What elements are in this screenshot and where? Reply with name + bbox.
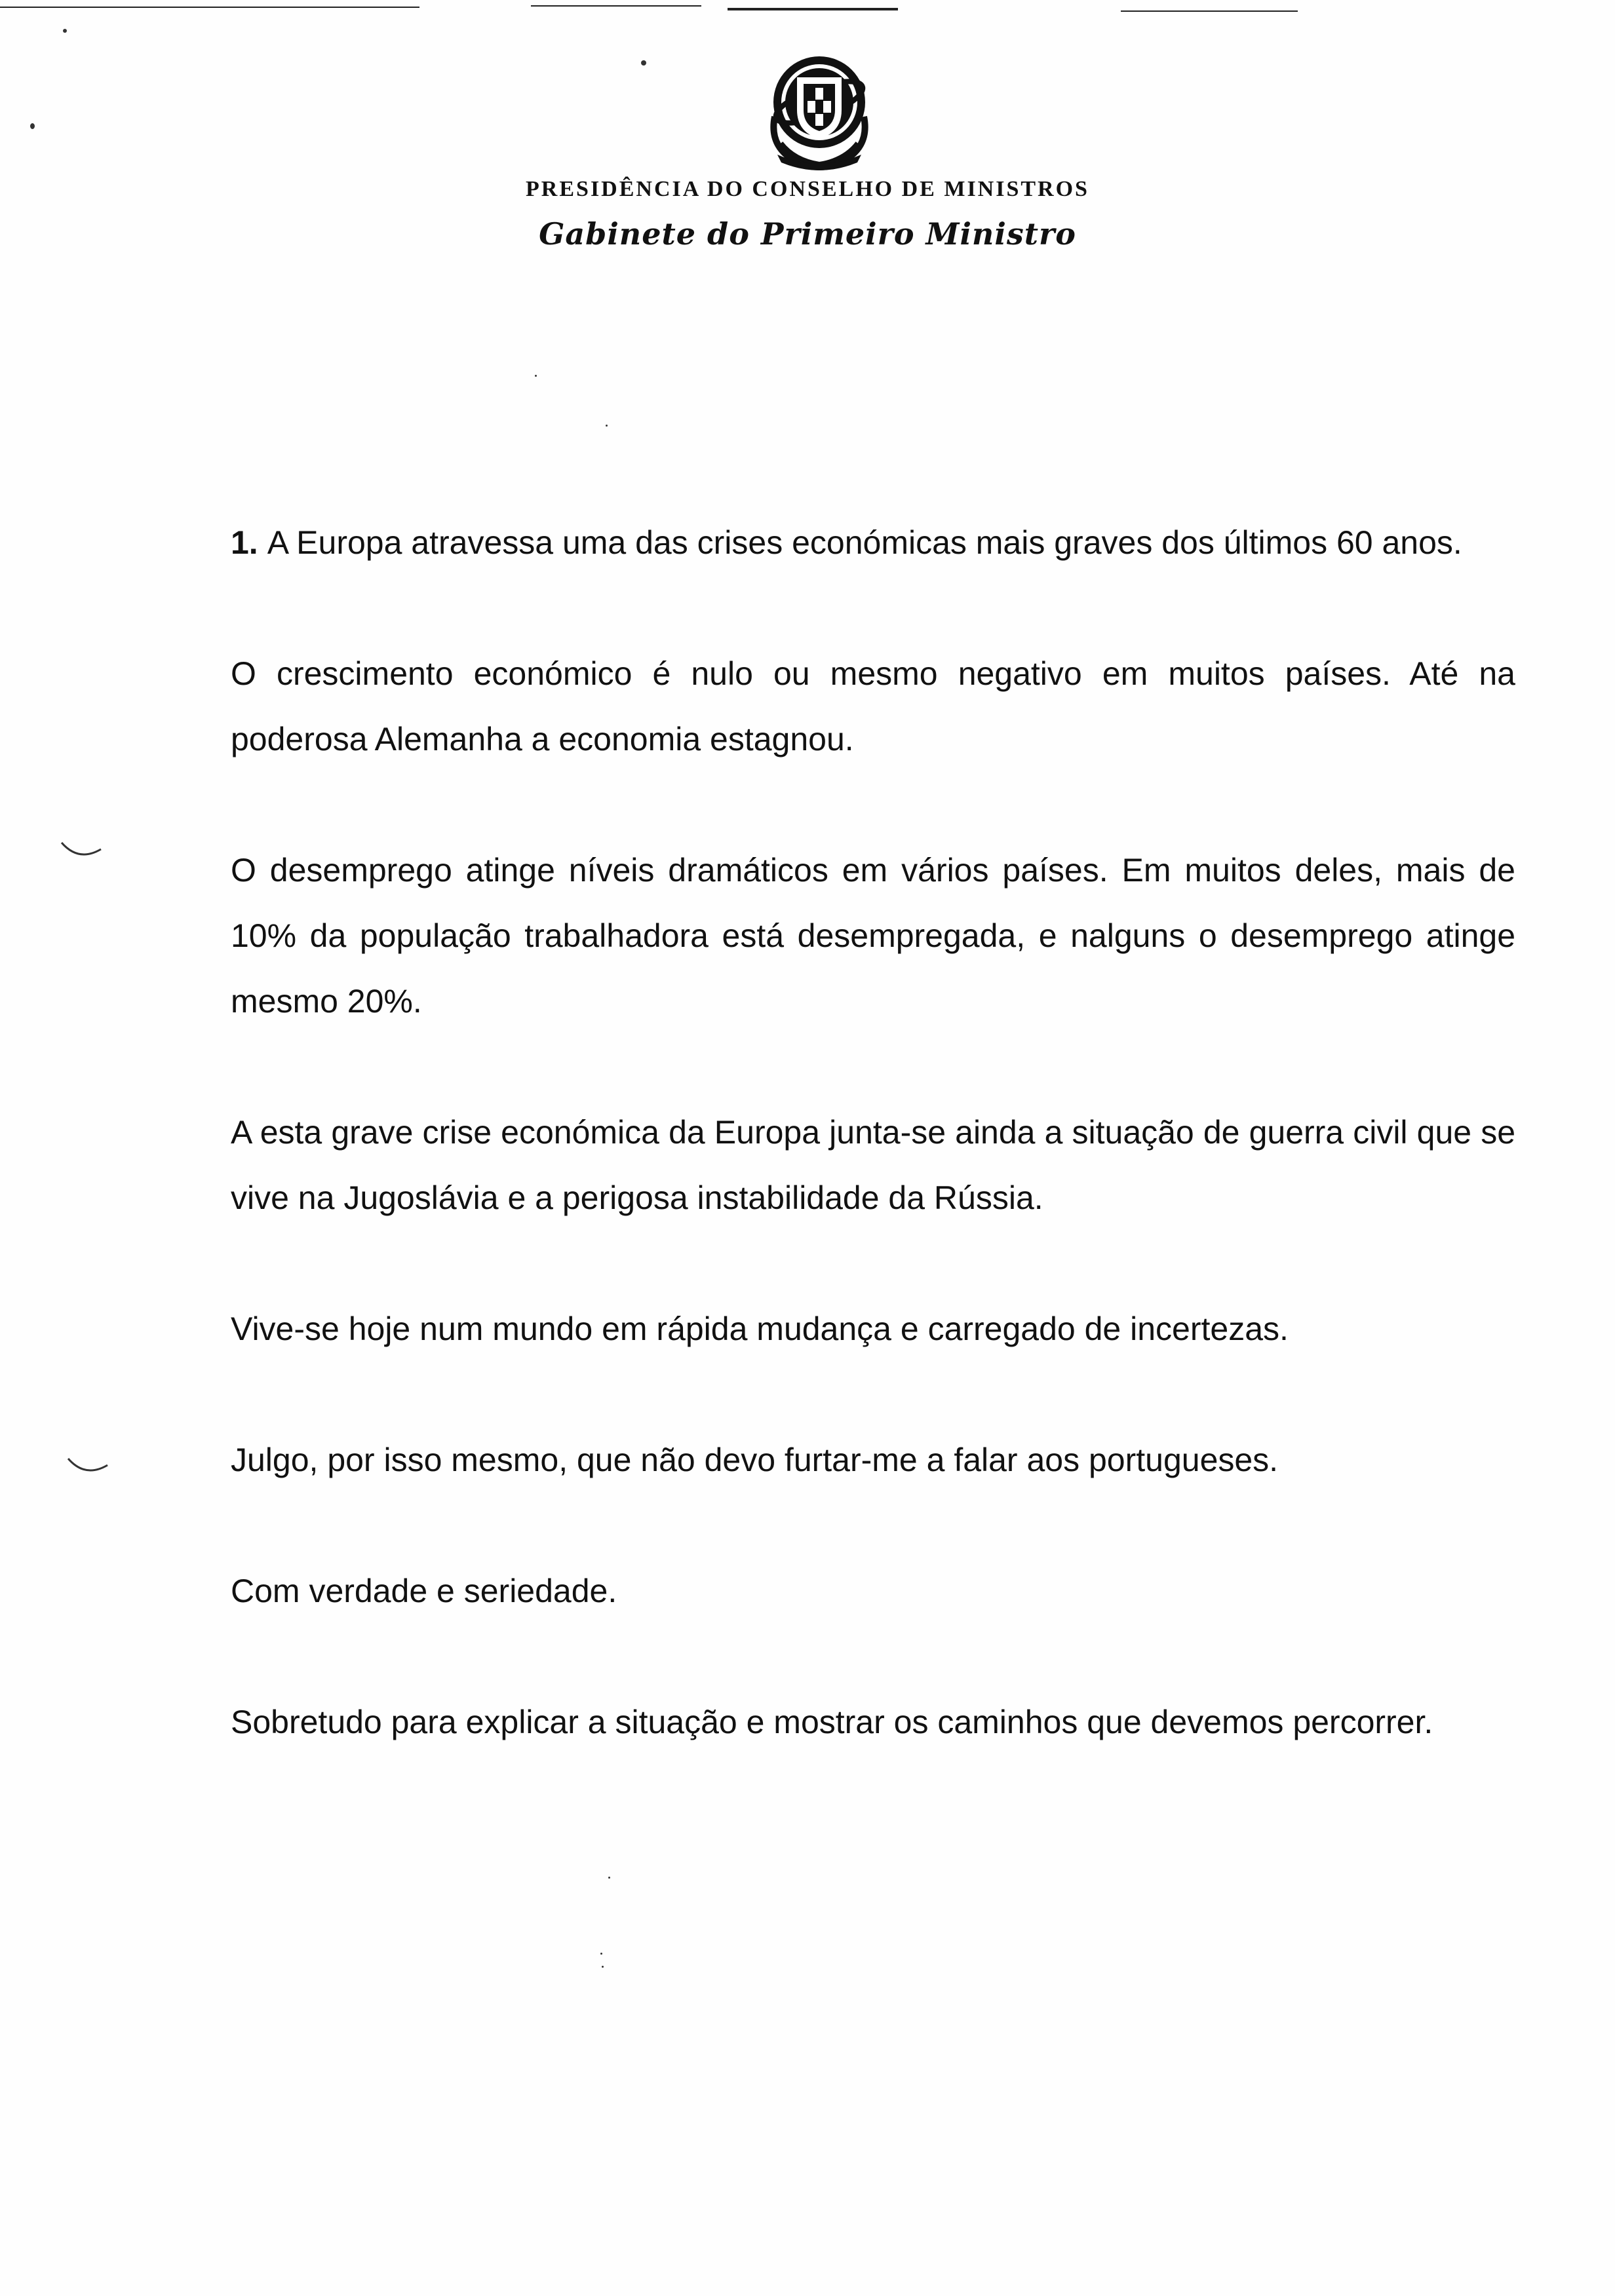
document-body (231, 510, 1515, 1820)
scan-speck (535, 375, 537, 377)
scan-edge-line (1121, 10, 1298, 12)
scan-speck (600, 1953, 602, 1955)
section-number: 1. (231, 524, 258, 561)
scan-speck (606, 425, 608, 427)
cabinet-name: Gabinete do Primeiro Ministro (539, 216, 1076, 252)
paragraph-8: Sobretudo para explicar a situação e mostrar os caminhos que devemos percorrer. (231, 1704, 1433, 1740)
scan-speck (608, 1877, 610, 1879)
scan-edge-line (728, 8, 898, 10)
scan-speck (30, 123, 35, 129)
scan-speck (641, 60, 646, 66)
scan-edge-line (531, 5, 701, 7)
portuguese-coat-of-arms-icon (755, 45, 884, 170)
paragraph-text: A Europa atravessa uma das crises económicas mais graves dos últimos 60 anos. (267, 524, 1462, 561)
punch-hole-mark (59, 839, 105, 865)
scan-speck (63, 29, 67, 33)
paragraph-7: Com verdade e seriedade. (231, 1573, 617, 1609)
paragraph-5: Vive-se hoje num mundo em rápida mudança e carregado de incertezas. (231, 1311, 1289, 1347)
paragraph-6: Julgo, por isso mesmo, que não devo furtar-me a falar aos portugueses. (231, 1442, 1279, 1478)
paragraph-2: O crescimento económico é nulo ou mesmo negativo em muitos países. Até na poderosa Alemanha a economia estagnou. (231, 655, 1515, 757)
paragraph-1 (231, 510, 1515, 575)
paragraph-3: O desemprego atinge níveis dramáticos em vários países. Em muitos deles, mais de 10% da população trabalhadora está desempregada, e nalguns o desemprego atinge mesmo 20%. (231, 852, 1515, 1020)
punch-hole-mark (66, 1455, 111, 1481)
paragraph-4: A esta grave crise económica da Europa junta-se ainda a situação de guerra civil que se vive na Jugoslávia e a perigosa instabilidade da Rússia. (231, 1114, 1515, 1216)
scan-edge-line (0, 7, 419, 8)
institution-name: PRESIDÊNCIA DO CONSELHO DE MINISTROS (526, 177, 1089, 201)
scan-speck (602, 1966, 604, 1968)
